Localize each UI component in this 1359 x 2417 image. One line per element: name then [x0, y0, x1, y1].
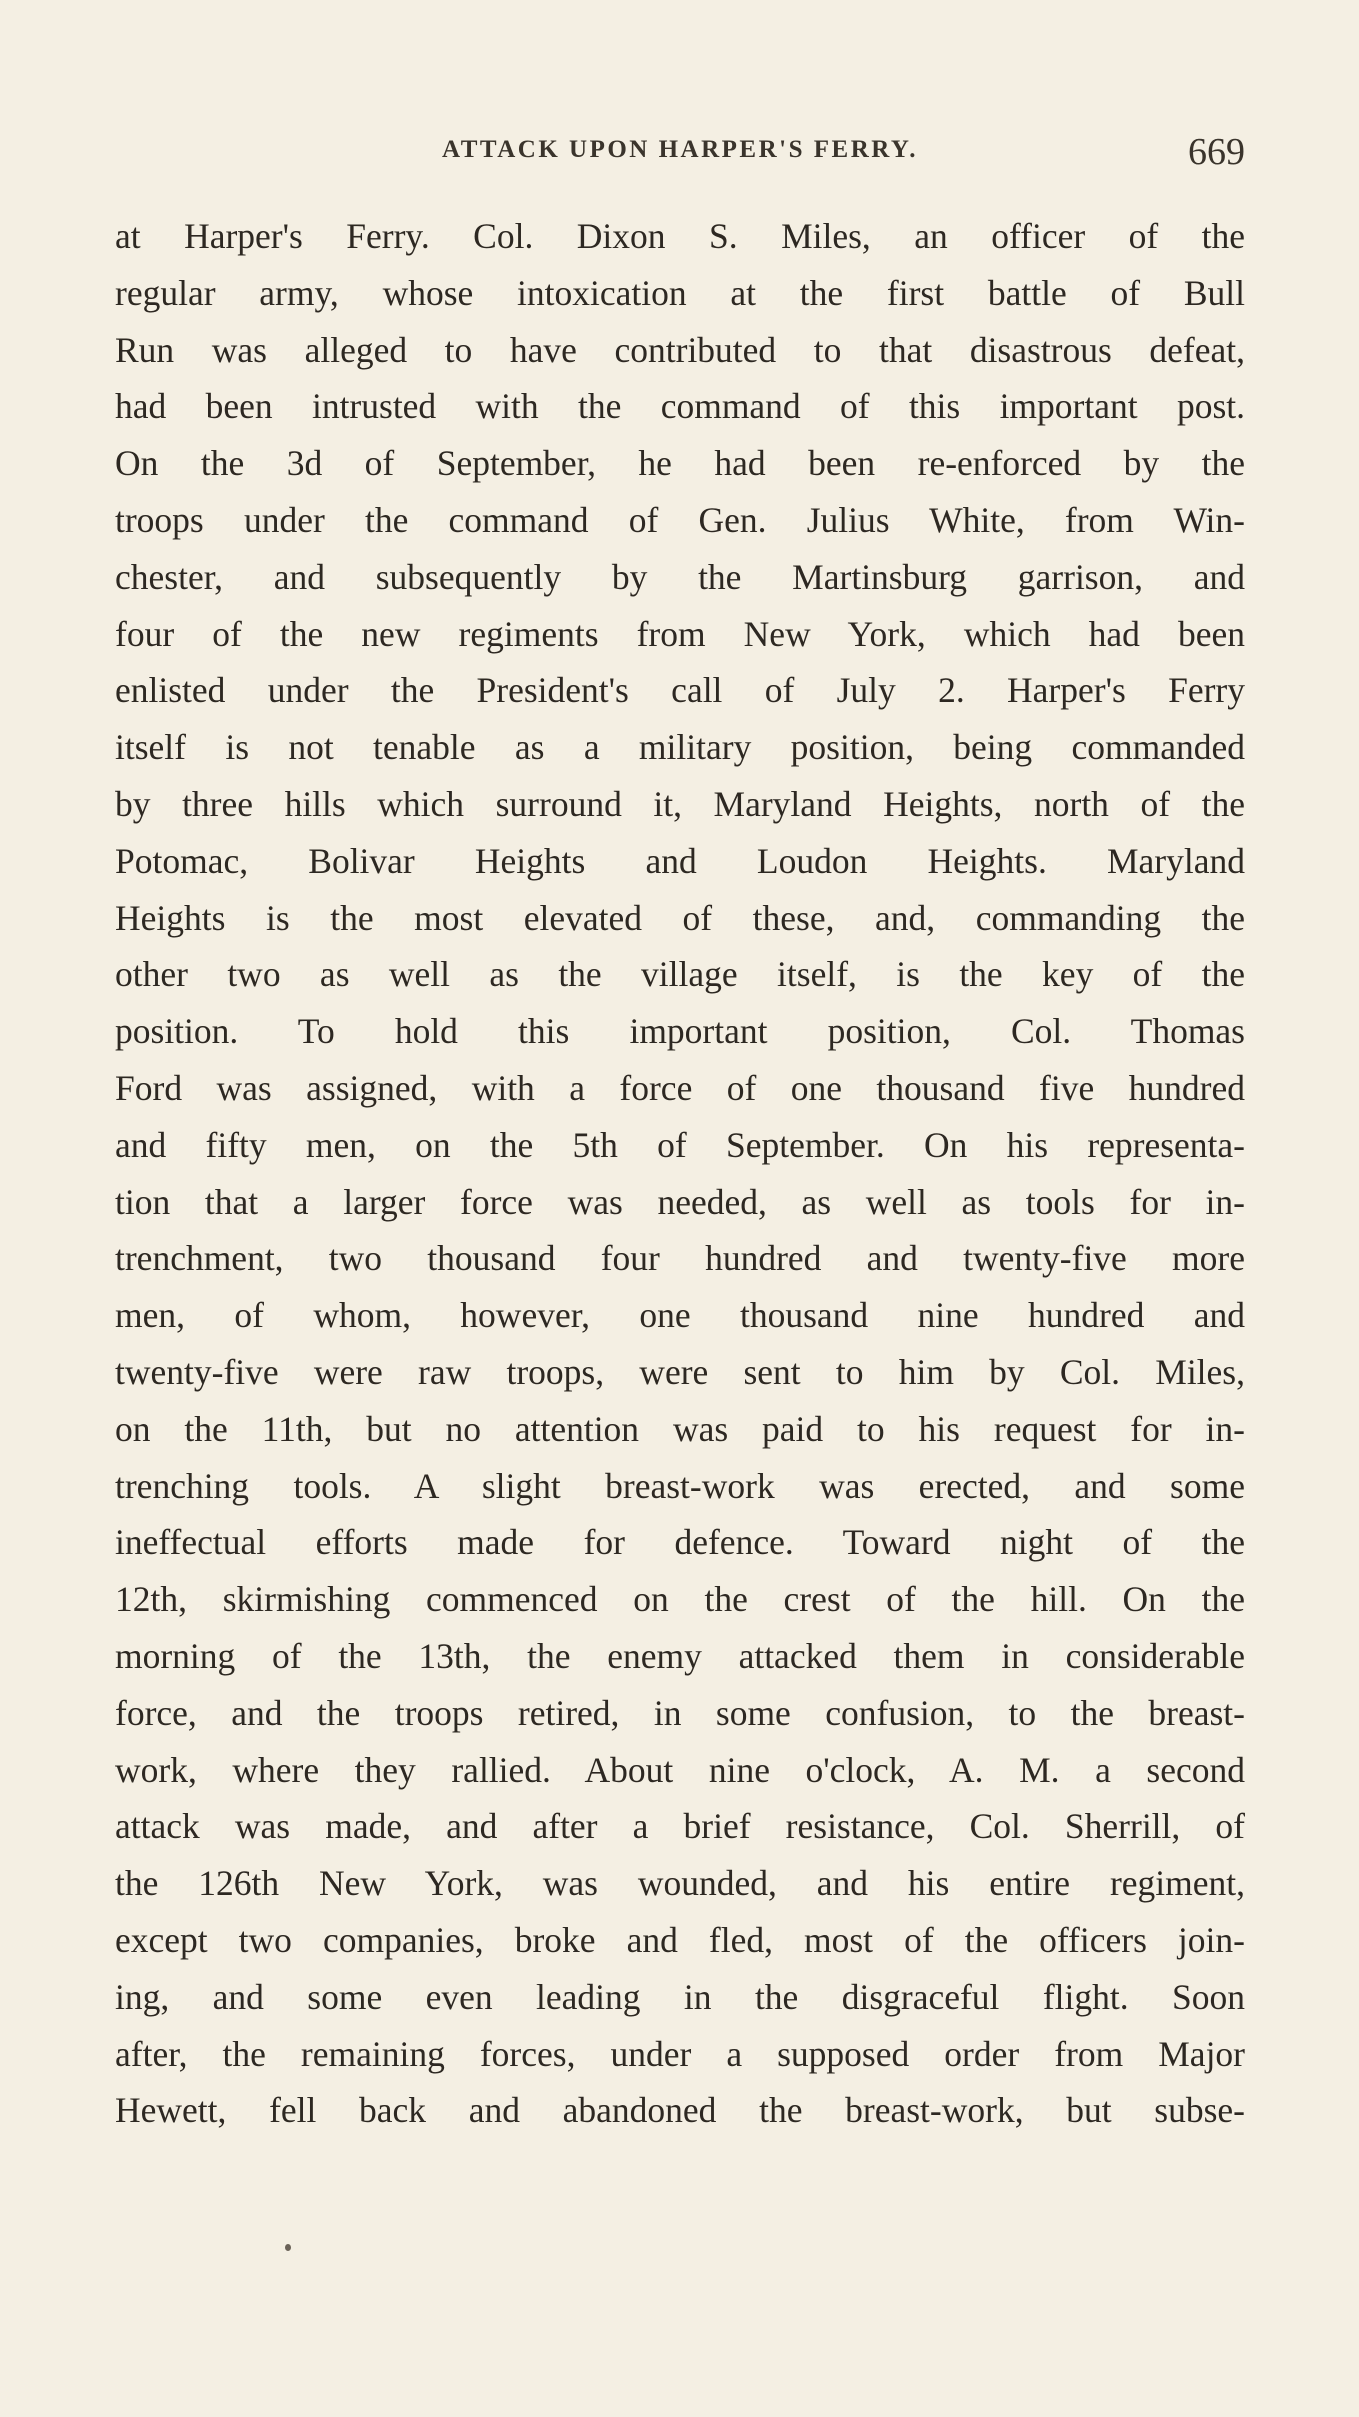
- page-number: 669: [1188, 131, 1245, 173]
- text-line: other two as well as the village itself, is the key of the: [115, 954, 1245, 995]
- text-line: ing, and some even leading in the disgraceful flight. Soon: [115, 1976, 1245, 2017]
- text-line: morning of the 13th, the enemy attacked them in considerable: [115, 1635, 1245, 1676]
- text-line: after, the remaining forces, under a supposed order from Major: [115, 2033, 1245, 2074]
- text-line: on the 11th, but no attention was paid to his request for in-: [115, 1408, 1245, 1449]
- text-line: twenty-five were raw troops, were sent to him by Col. Miles,: [115, 1351, 1245, 1392]
- text-line: tion that a larger force was needed, as well as tools for in-: [115, 1181, 1245, 1222]
- text-line: four of the new regiments from New York, which had been: [115, 613, 1245, 654]
- text-line: chester, and subsequently by the Martinsburg garrison, and: [115, 556, 1245, 597]
- text-line: Ford was assigned, with a force of one thousand five hundred: [115, 1067, 1245, 1108]
- body-text: [115, 208, 1245, 2139]
- text-line: Potomac, Bolivar Heights and Loudon Heights. Maryland: [115, 840, 1245, 881]
- text-line: force, and the troops retired, in some confusion, to the breast-: [115, 1692, 1245, 1733]
- text-line: at Harper's Ferry. Col. Dixon S. Miles, an officer of the: [115, 216, 1245, 256]
- text-line: itself is not tenable as a military position, being commanded: [115, 727, 1245, 768]
- text-line: Hewett, fell back and abandoned the breast-work, but subse-: [115, 2090, 1245, 2131]
- running-head: [115, 130, 1245, 180]
- text-line: regular army, whose intoxication at the first battle of Bull: [115, 272, 1245, 313]
- text-line: position. To hold this important position, Col. Thomas: [115, 1011, 1245, 1052]
- text-line: ineffectual efforts made for defence. Toward night of the: [115, 1522, 1245, 1563]
- text-line: attack was made, and after a brief resistance, Col. Sherrill, of: [115, 1806, 1245, 1847]
- running-title: ATTACK UPON HARPER'S FERRY.: [442, 136, 918, 163]
- text-line: trenching tools. A slight breast-work was erected, and some: [115, 1465, 1245, 1506]
- text-line: Heights is the most elevated of these, and, commanding the: [115, 897, 1245, 938]
- text-line: On the 3d of September, he had been re-enforced by the: [115, 443, 1245, 484]
- ink-speck: [285, 2244, 291, 2251]
- text-line: by three hills which surround it, Maryland Heights, north of the: [115, 783, 1245, 824]
- text-line: enlisted under the President's call of July 2. Harper's Ferry: [115, 670, 1245, 711]
- text-line: men, of whom, however, one thousand nine hundred and: [115, 1295, 1245, 1336]
- text-line: trenchment, two thousand four hundred and twenty-five more: [115, 1238, 1245, 1279]
- text-line: had been intrusted with the command of this important post.: [115, 386, 1245, 427]
- text-line: Run was alleged to have contributed to that disastrous defeat,: [115, 329, 1245, 370]
- text-line: troops under the command of Gen. Julius White, from Win-: [115, 499, 1245, 540]
- text-line: work, where they rallied. About nine o'clock, A. M. a second: [115, 1749, 1245, 1790]
- text-line: 12th, skirmishing commenced on the crest of the hill. On the: [115, 1579, 1245, 1620]
- text-line: and fifty men, on the 5th of September. On his representa-: [115, 1124, 1245, 1165]
- text-line: except two companies, broke and fled, most of the officers join-: [115, 1919, 1245, 1960]
- text-line: the 126th New York, was wounded, and his entire regiment,: [115, 1863, 1245, 1904]
